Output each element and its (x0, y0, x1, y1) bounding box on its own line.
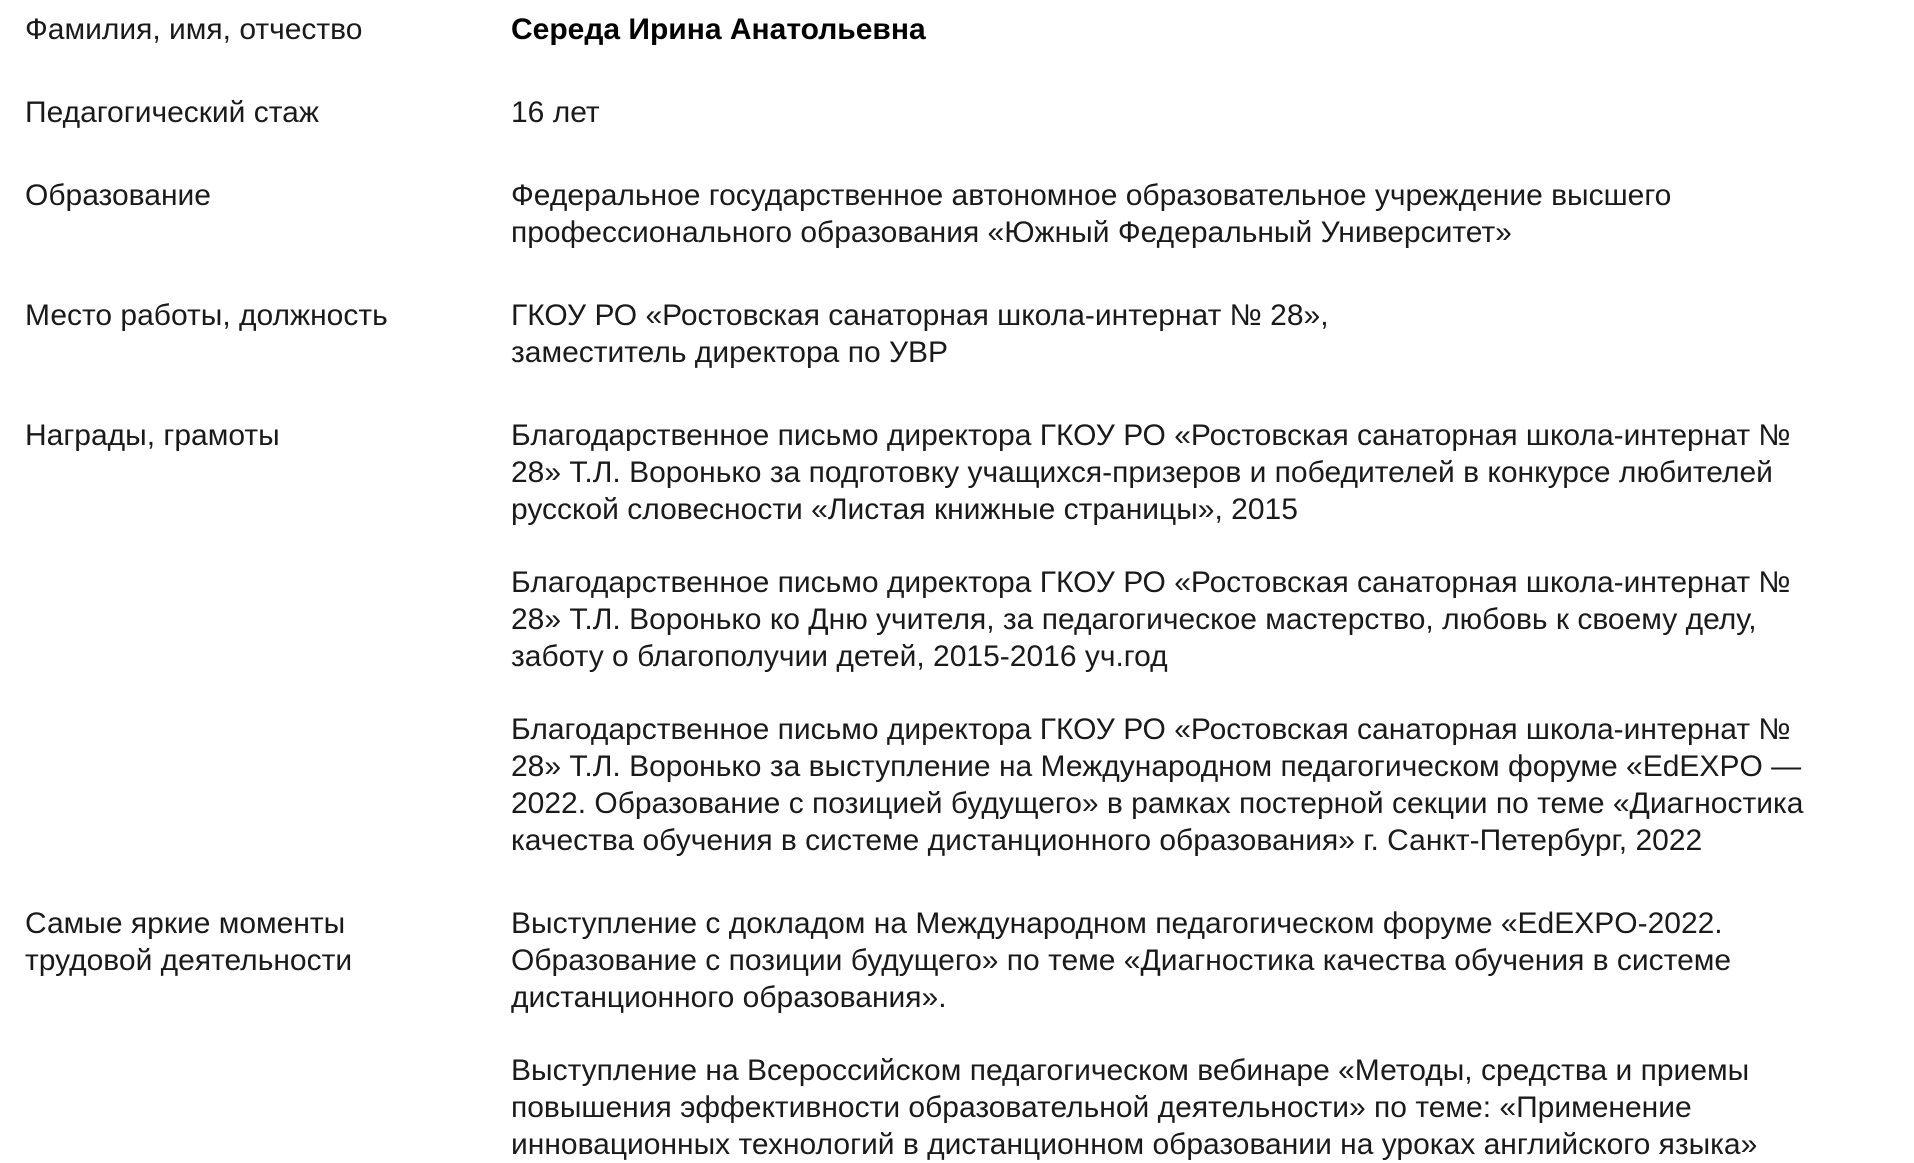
highlight-line: инновационных технологий в дистанционном образовании на уроках английского языка» (511, 1128, 1758, 1161)
highlights-label-line: трудовой деятельности (25, 944, 353, 977)
award-line: 2022. Образование с позицией будущего» в рамках постерной секции по теме «Диагностика (511, 787, 1804, 820)
award-item (511, 417, 1895, 528)
highlight-line: Образование с позиции будущего» по теме «Диагностика качества обучения в системе (511, 944, 1732, 977)
award-line: русской словесности «Листая книжные страницы», 2015 (511, 493, 1298, 526)
award-line: 28» Т.Л. Воронько ко Дню учителя, за педагогическое мастерство, любовь к своему делу, (511, 603, 1757, 636)
award-line: 28» Т.Л. Воронько за выступление на Международном педагогическом форуме «EdEXPO — (511, 750, 1802, 783)
row-education (25, 177, 1895, 251)
education-label: Образование (25, 179, 211, 212)
award-line: заботу о благополучии детей, 2015-2016 уч.год (511, 640, 1168, 673)
highlights-label-line: Самые яркие моменты (25, 907, 346, 940)
award-line: 28» Т.Л. Воронько за подготовку учащихся-призеров и победителей в конкурсе любителей (511, 456, 1773, 489)
row-experience (25, 94, 1895, 131)
awards-list (511, 417, 1895, 859)
highlight-line: дистанционного образования». (511, 981, 947, 1014)
award-line: Благодарственное письмо директора ГКОУ РО «Ростовская санаторная школа-интернат № (511, 713, 1791, 746)
full-name-label: Фамилия, имя, отчество (25, 13, 363, 46)
row-workplace (25, 297, 1895, 371)
highlight-line: Выступление с докладом на Международном педагогическом форуме «EdEXPO-2022. (511, 907, 1723, 940)
education-line: Федеральное государственное автономное образовательное учреждение высшего (511, 179, 1672, 212)
award-item (511, 564, 1895, 675)
workplace-value (511, 297, 1895, 371)
award-line: качества обучения в системе дистанционного образования» г. Санкт-Петербург, 2022 (511, 824, 1703, 857)
highlight-item (511, 905, 1895, 1016)
highlight-line: Выступление на Всероссийском педагогическом вебинаре «Методы, средства и приемы (511, 1054, 1750, 1087)
highlights-list (511, 905, 1895, 1163)
workplace-line: заместитель директора по УВР (511, 336, 949, 369)
highlight-item (511, 1052, 1895, 1163)
awards-label: Награды, грамоты (25, 419, 280, 452)
row-full-name (25, 11, 1895, 48)
teacher-profile (25, 0, 1895, 1163)
highlights-label (25, 905, 511, 979)
award-item (511, 711, 1895, 859)
highlight-line: повышения эффективности образовательной деятельности» по теме: «Применение (511, 1091, 1692, 1124)
award-line: Благодарственное письмо директора ГКОУ РО «Ростовская санаторная школа-интернат № (511, 419, 1791, 452)
row-highlights (25, 905, 1895, 1163)
award-line: Благодарственное письмо директора ГКОУ РО «Ростовская санаторная школа-интернат № (511, 566, 1791, 599)
full-name-value: Середа Ирина Анатольевна (511, 13, 926, 46)
workplace-label: Место работы, должность (25, 299, 388, 332)
workplace-line: ГКОУ РО «Ростовская санаторная школа-интернат № 28», (511, 299, 1329, 332)
row-awards (25, 417, 1895, 859)
education-line: профессионального образования «Южный Федеральный Университет» (511, 216, 1512, 249)
education-value (511, 177, 1895, 251)
experience-label: Педагогический стаж (25, 96, 319, 129)
experience-value: 16 лет (511, 96, 600, 129)
